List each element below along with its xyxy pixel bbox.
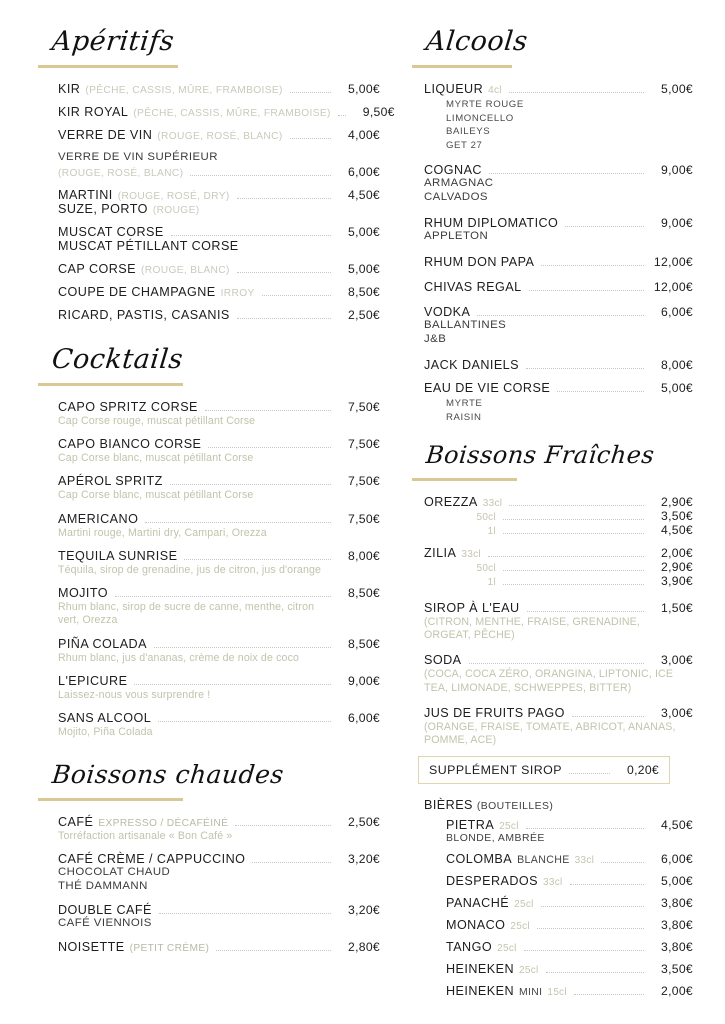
item-description: Téquila, sirop de grenadine, jus de citron, jus d'orange (58, 563, 322, 576)
leader-dots (477, 315, 644, 316)
item-subname: MUSCAT PÉTILLANT CORSE (58, 238, 239, 253)
item-name: RICARD, PASTIS, CASANIS (58, 307, 230, 322)
item-subname: BLONDE, AMBRÉE (446, 833, 545, 845)
item-description: (ORANGE, FRAISE, TOMATE, ABRICOT, ANANAS, POMME, ACE) (424, 720, 676, 746)
leader-dots (338, 115, 346, 116)
menu-item (424, 546, 693, 588)
item-price: 4,00€ (348, 128, 380, 143)
leader-dots (574, 994, 644, 995)
section-boissons-chaudes (30, 761, 382, 954)
menu-item (58, 474, 380, 502)
item-price: 3,00€ (661, 653, 693, 668)
item-price: 6,00€ (661, 852, 693, 867)
menu-item (58, 400, 380, 428)
leader-dots (526, 368, 644, 369)
item-qualifier: (ROUGE, ROSÉ, BLANC) (157, 131, 283, 143)
leader-dots (527, 611, 644, 612)
leader-dots (237, 272, 331, 273)
leader-dots (115, 596, 331, 597)
item-price: 5,00€ (348, 261, 380, 276)
leader-dots (489, 173, 644, 174)
leader-dots (524, 950, 644, 951)
item-subname: SUZE, PORTO (58, 201, 148, 216)
section-title-alcools: Alcools (424, 26, 530, 57)
item-name: TEQUILA SUNRISE (58, 548, 178, 563)
leader-dots (170, 484, 331, 485)
item-qualifier: (PÊCHE, CASSIS, MÛRE, FRAMBOISE) (133, 108, 331, 120)
item-volume: 33cl (482, 497, 503, 509)
bieres-label: BIÈRES (424, 798, 473, 813)
item-description: Cap Corse rouge, muscat pétillant Corse (58, 415, 256, 427)
item-volume: 50cl (476, 562, 496, 574)
item-name: KIR (58, 82, 81, 97)
item-volume: 15cl (547, 987, 567, 999)
item-name: CAFÉ (58, 815, 94, 830)
item-price: 4,50€ (661, 522, 693, 537)
leader-dots (290, 92, 331, 93)
item-qualifier: (ROUGE, BLANC) (141, 264, 230, 276)
item-price: 3,50€ (661, 508, 693, 523)
section-rule (38, 383, 183, 386)
item-name: MOJITO (58, 586, 109, 601)
item-price: 4,50€ (661, 818, 693, 833)
variant: LIMONCELLO (446, 112, 514, 124)
leader-dots (546, 972, 644, 973)
aperitifs-items (30, 82, 395, 322)
item-volume: 4cl (488, 85, 502, 97)
menu-item (424, 706, 693, 747)
leader-dots (469, 663, 645, 664)
item-price: 2,90€ (661, 559, 693, 574)
item-volume: 33cl (574, 855, 595, 867)
item-price: 6,00€ (348, 164, 380, 179)
item-name: PIÑA COLADA (58, 636, 147, 651)
menu-item (58, 815, 380, 843)
item-name: L'EPICURE (58, 673, 128, 688)
item-name: APÉROL SPRITZ (58, 474, 163, 489)
leader-dots (572, 716, 644, 717)
item-name: VERRE DE VIN (58, 128, 153, 143)
menu-item (424, 216, 693, 244)
item-name: COLOMBA (446, 852, 513, 867)
item-description: Cap Corse blanc, muscat pétillant Corse (58, 452, 254, 465)
item-price: 5,00€ (661, 82, 693, 97)
section-rule (412, 478, 517, 481)
menu-item (58, 711, 380, 739)
menu-item (446, 896, 693, 910)
item-name: PIETRA (446, 818, 495, 833)
item-price: 3,80€ (661, 896, 693, 911)
menu-item (58, 82, 380, 96)
menu-item (424, 495, 693, 537)
variant: MYRTE (446, 398, 483, 410)
bieres-qualifier: (BOUTEILLES) (476, 801, 554, 813)
item-name: CAFÉ CRÈME / CAPPUCCINO (58, 852, 246, 867)
leader-dots (526, 828, 644, 829)
item-subname: ARMAGNAC (424, 177, 494, 190)
item-description: Mojito, Piña Colada (58, 726, 153, 739)
menu-item (58, 262, 380, 276)
item-price: 5,00€ (661, 874, 693, 889)
section-cocktails (30, 344, 382, 739)
item-subname: APPLETON (424, 230, 489, 243)
item-subname: J&B (424, 333, 447, 346)
item-name: DESPERADOS (446, 874, 538, 889)
menu-item (424, 601, 693, 642)
item-qualifier: IRROY (220, 287, 255, 299)
leader-dots (184, 559, 331, 560)
menu-item (58, 128, 380, 142)
item-name: SODA (424, 653, 462, 668)
item-price: 5,00€ (348, 82, 380, 97)
boissons-fraiches-items (404, 495, 695, 998)
item-volume: 1l (487, 525, 496, 537)
menu-item (424, 82, 693, 152)
item-price: 4,50€ (348, 187, 380, 202)
section-rule (412, 65, 512, 68)
item-name: RHUM DIPLOMATICO (424, 216, 559, 231)
bieres-header (424, 798, 693, 812)
item-qualifier: (PETIT CRÈME) (129, 943, 210, 955)
section-rule (38, 798, 183, 801)
menu-item (446, 940, 693, 954)
leader-dots (262, 295, 331, 296)
item-name: ZILIA (424, 545, 457, 560)
item-price: 12,00€ (653, 280, 693, 295)
item-name: MUSCAT CORSE (58, 224, 164, 239)
menu-item (58, 308, 380, 322)
item-price: 9,50€ (362, 105, 395, 120)
menu-item (58, 852, 380, 894)
item-volume: 25cl (514, 899, 534, 911)
leader-dots (216, 950, 331, 951)
menu-item (58, 674, 380, 702)
menu-item (424, 358, 693, 372)
item-price: 8,00€ (348, 548, 380, 563)
menu-item (58, 285, 380, 299)
leader-dots (503, 533, 644, 534)
menu-item (446, 918, 693, 932)
item-name: OREZZA (424, 494, 478, 509)
item-name: CAPO BIANCO CORSE (58, 437, 202, 452)
section-title-aperitifs: Apéritifs (50, 26, 176, 57)
item-price: 2,50€ (348, 307, 380, 322)
leader-dots (134, 684, 331, 685)
supplement-sirop-box (418, 756, 670, 784)
item-price: 3,80€ (661, 918, 693, 933)
leader-dots (541, 906, 644, 907)
item-description: Rhum blanc, sirop de sucre de canne, menthe, citron vert, Orezza (58, 601, 315, 627)
item-volume: 25cl (499, 821, 519, 833)
section-title-boissons-chaudes: Boissons chaudes (50, 760, 286, 790)
menu-item (446, 874, 693, 888)
item-price: 3,20€ (348, 852, 380, 867)
menu-item (446, 962, 693, 976)
item-variants (446, 397, 693, 424)
leader-dots (541, 265, 644, 266)
section-boissons-fraiches (404, 442, 695, 998)
item-volume: 33cl (461, 548, 481, 560)
item-price: 2,50€ (348, 815, 380, 830)
item-price: 8,50€ (348, 284, 380, 299)
boissons-chaudes-items (30, 815, 382, 954)
left-column (30, 26, 395, 1014)
leader-dots (509, 505, 644, 506)
item-name: NOISETTE (58, 940, 125, 955)
item-qualifier: (ROUGE, ROSÉ, BLANC) (58, 167, 184, 179)
item-price: 9,00€ (348, 673, 380, 688)
item-price: 7,50€ (348, 437, 380, 452)
leader-dots (208, 447, 331, 448)
item-subname: CHOCOLAT CHAUD (58, 866, 171, 879)
item-price: 1,50€ (661, 600, 693, 615)
section-title-cocktails: Cocktails (50, 343, 185, 375)
item-name: VODKA (424, 305, 471, 320)
item-volume: 25cl (497, 943, 517, 955)
item-description: (CITRON, MENTHE, FRAISE, GRENADINE, ORGEAT, PÊCHE) (424, 615, 640, 642)
leader-dots (158, 721, 331, 722)
item-name: VERRE DE VIN SUPÉRIEUR (58, 151, 218, 164)
item-name: TANGO (446, 940, 493, 955)
item-name: AMERICANO (58, 511, 139, 526)
leader-dots (159, 913, 331, 914)
leader-dots (290, 138, 331, 139)
item-name: MONACO (446, 918, 506, 933)
item-price: 8,50€ (348, 586, 380, 601)
leader-dots (190, 175, 331, 176)
item-price: 3,00€ (661, 705, 693, 720)
leader-dots (503, 584, 644, 585)
item-name: LIQUEUR (424, 82, 484, 97)
bieres-items (424, 818, 693, 998)
leader-dots (237, 318, 331, 319)
menu-item (424, 381, 693, 424)
section-alcools (404, 26, 695, 424)
item-price: 3,90€ (661, 573, 693, 588)
item-name: JACK DANIELS (424, 358, 519, 373)
item-name: SANS ALCOOL (58, 711, 152, 726)
menu-item (446, 852, 693, 866)
item-variants (446, 98, 693, 152)
menu-item (58, 188, 380, 216)
item-subname: CALVADOS (424, 191, 488, 204)
item-price: 0,20€ (627, 763, 659, 778)
leader-dots (570, 884, 644, 885)
item-qualifier: (PÊCHE, CASSIS, MÛRE, FRAMBOISE) (85, 85, 283, 97)
item-qualifier: EXPRESSO / DÉCAFÉINÉ (98, 818, 229, 830)
menu-item (58, 637, 380, 665)
leader-dots (145, 522, 331, 523)
leader-dots (205, 410, 331, 411)
item-volume: 25cl (518, 965, 539, 977)
item-price: 2,00€ (661, 984, 693, 999)
item-qualifier: BLANCHE (517, 854, 570, 867)
menu-item (424, 653, 693, 694)
item-name: DOUBLE CAFÉ (58, 903, 152, 918)
item-volume: 33cl (542, 877, 563, 889)
item-qualifier: (ROUGE, ROSÉ, DRY) (117, 190, 230, 202)
variant: BAILEYS (446, 126, 491, 138)
menu-item (58, 151, 380, 179)
leader-dots (154, 647, 331, 648)
menu-item (424, 280, 693, 294)
item-name: SIROP À L'EAU (424, 600, 520, 615)
leader-dots (235, 825, 331, 826)
item-price: 3,20€ (348, 903, 380, 918)
item-description: Torréfaction artisanale « Bon Café » (58, 830, 233, 843)
item-subname: THÉ DAMMANN (58, 880, 148, 893)
right-column (404, 26, 695, 1014)
bieres-block (424, 798, 693, 998)
item-description: Cap Corse blanc, muscat pétillant Corse (58, 489, 254, 502)
item-price: 3,80€ (661, 940, 693, 955)
item-subqualifier: (ROUGE) (152, 204, 200, 216)
menu-item (58, 437, 380, 465)
menu-item (424, 163, 693, 205)
item-description: Rhum blanc, jus d'ananas, crème de noix de coco (58, 651, 300, 664)
item-name: CAP CORSE (58, 261, 137, 276)
item-volume: 25cl (510, 921, 530, 933)
item-price: 9,00€ (661, 216, 693, 231)
menu-item (58, 105, 395, 120)
item-description: (COCA, COCA ZÉRO, ORANGINA, LIPTONIC, ICE TEA, LIMONADE, SCHWEPPES, BITTER) (424, 668, 674, 694)
variant: RAISIN (446, 411, 482, 423)
menu-item (58, 940, 380, 954)
section-aperitifs (30, 26, 395, 322)
item-volume: 50cl (476, 511, 496, 523)
item-name: COGNAC (424, 163, 482, 178)
leader-dots (503, 519, 644, 520)
leader-dots (171, 235, 331, 236)
leader-dots (601, 862, 644, 863)
menu-item (58, 549, 380, 577)
leader-dots (252, 862, 331, 863)
variant: MYRTE ROUGE (446, 99, 524, 111)
item-name: RHUM DON PAPA (424, 255, 535, 270)
item-name: JUS DE FRUITS PAGO (424, 705, 565, 720)
item-price: 5,00€ (348, 224, 380, 239)
item-name: COUPE DE CHAMPAGNE (58, 284, 216, 299)
item-description: Laissez-nous vous surprendre ! (58, 688, 211, 701)
item-price: 12,00€ (653, 255, 693, 270)
leader-dots (237, 198, 331, 199)
leader-dots (488, 556, 644, 557)
menu-item (58, 512, 380, 540)
item-name: EAU DE VIE CORSE (424, 381, 551, 396)
item-name: CAPO SPRITZ CORSE (58, 400, 198, 414)
menu-item (446, 984, 693, 998)
item-qualifier: MINI (518, 987, 543, 999)
leader-dots (509, 92, 644, 93)
item-price: 2,00€ (661, 545, 693, 560)
item-price: 9,00€ (661, 163, 693, 178)
item-price: 7,50€ (348, 400, 380, 414)
item-name: PANACHÉ (446, 896, 510, 911)
item-price: 8,00€ (661, 358, 693, 373)
leader-dots (537, 928, 644, 929)
item-description: Martini rouge, Martini dry, Campari, Orezza (58, 526, 267, 539)
item-name: HEINEKEN (446, 984, 514, 999)
item-volume: 1l (487, 576, 496, 588)
item-price: 6,00€ (348, 711, 380, 726)
menu-item (58, 586, 380, 627)
item-price: 7,50€ (348, 511, 380, 526)
menu-item (424, 255, 693, 269)
menu-item (58, 225, 380, 253)
item-name: KIR ROYAL (58, 105, 129, 120)
section-rule (38, 65, 178, 68)
item-price: 2,80€ (348, 940, 380, 955)
menu-item (58, 903, 380, 931)
item-price: 6,00€ (661, 305, 693, 320)
item-price: 3,50€ (661, 962, 693, 977)
leader-dots (529, 290, 644, 291)
leader-dots (565, 226, 644, 227)
item-name: SUPPLÉMENT SIROP (429, 763, 562, 778)
item-price: 2,90€ (661, 494, 693, 509)
leader-dots (557, 391, 644, 392)
item-name: CHIVAS REGAL (424, 280, 522, 295)
item-subname: CAFÉ VIENNOIS (58, 917, 152, 930)
item-price: 7,50€ (348, 474, 380, 489)
section-title-boissons-fraiches: Boissons Fraîches (424, 441, 656, 470)
leader-dots (569, 773, 610, 774)
cocktails-items (30, 400, 382, 739)
variant: GET 27 (446, 139, 483, 151)
item-price: 5,00€ (661, 381, 693, 396)
item-price: 8,50€ (348, 636, 380, 651)
leader-dots (503, 570, 644, 571)
item-name: HEINEKEN (446, 962, 514, 977)
item-name: MARTINI (58, 187, 113, 202)
menu-item (446, 818, 693, 844)
alcools-items (404, 82, 695, 424)
item-subname: BALLANTINES (424, 319, 507, 332)
menu-item (424, 305, 693, 347)
